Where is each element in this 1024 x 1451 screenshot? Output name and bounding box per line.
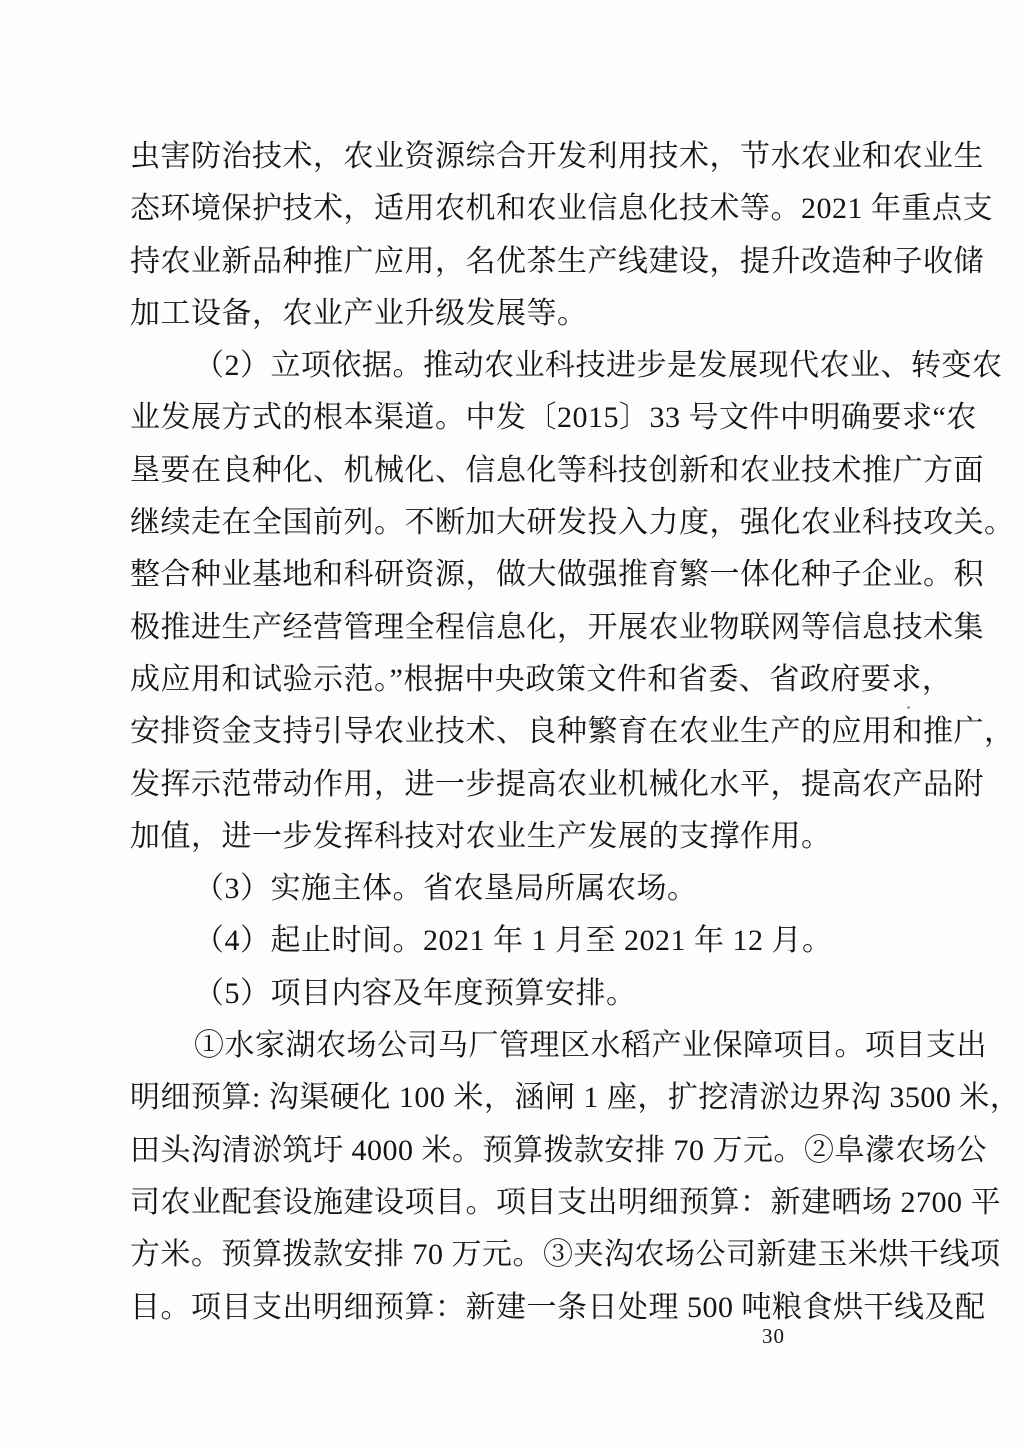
text-line: 田头沟清淤筑圩 4000 米。预算拨款安排 70 万元。②阜濛农场公 (130, 1133, 987, 1167)
text-line: （2）立项依据。推动农业科技进步是发展现代农业、转变农 (194, 349, 1003, 383)
text-line: 目。项目支出明细预算：新建一条日处理 500 吨粮食烘干线及配 (130, 1290, 986, 1324)
text-line: ①水家湖农场公司马厂管理区水稻产业保障项目。项目支出 (194, 1029, 987, 1063)
text-line: 加值，进一步发挥科技对农业生产发展的支撑作用。 (130, 819, 832, 853)
scan-artifact-dot (380, 896, 384, 899)
document-body (130, 131, 1021, 1334)
text-line: （3）实施主体。省农垦局所属农场。 (194, 872, 698, 906)
text-line: 继续走在全国前列。不断加大研发投入力度，强化农业科技攻关。 (130, 506, 1015, 540)
text-line: 成应用和试验示范。”根据中央政策文件和省委、省政府要求， (130, 662, 953, 696)
text-line: （4）起止时间。2021 年 1 月至 2021 年 12 月。 (194, 924, 833, 958)
text-line: 态环境保护技术，适用农机和农业信息化技术等。2021 年重点支 (130, 192, 993, 226)
scan-artifact-dot (907, 706, 910, 709)
text-line: 发挥示范带动作用，进一步提高农业机械化水平，提高农产品附 (130, 767, 984, 801)
text-line: 整合种业基地和科研资源，做大做强推育繁一体化种子企业。积 (130, 558, 984, 592)
text-line: （5）项目内容及年度预算安排。 (194, 976, 637, 1010)
text-line: 业发展方式的根本渠道。中发〔2015〕33 号文件中明确要求“农 (130, 401, 977, 435)
text-line: 虫害防治技术，农业资源综合开发利用技术，节水农业和农业生 (130, 140, 984, 173)
text-line: 方米。预算拨款安排 70 万元。③夹沟农场公司新建玉米烘干线项 (130, 1238, 1001, 1272)
text-line: 加工设备，农业产业升级发展等。 (130, 296, 588, 330)
text-line: 安排资金支持引导农业技术、良种繁育在农业生产的应用和推广， (130, 715, 1015, 749)
text-line: 司农业配套设施建设项目。项目支出明细预算：新建晒场 2700 平 (130, 1185, 1001, 1219)
text-line: 持农业新品种推广应用，名优茶生产线建设，提升改造种子收储 (130, 244, 984, 278)
text-line: 极推进生产经营管理全程信息化，开展农业物联网等信息技术集 (130, 610, 984, 644)
text-line: 明细预算: 沟渠硬化 100 米，涵闸 1 座，扩挖清淤边界沟 3500 米， (130, 1081, 1021, 1115)
page-number: 30 (762, 1324, 785, 1348)
text-line: 垦要在良种化、机械化、信息化等科技创新和农业技术推广方面 (130, 453, 984, 487)
